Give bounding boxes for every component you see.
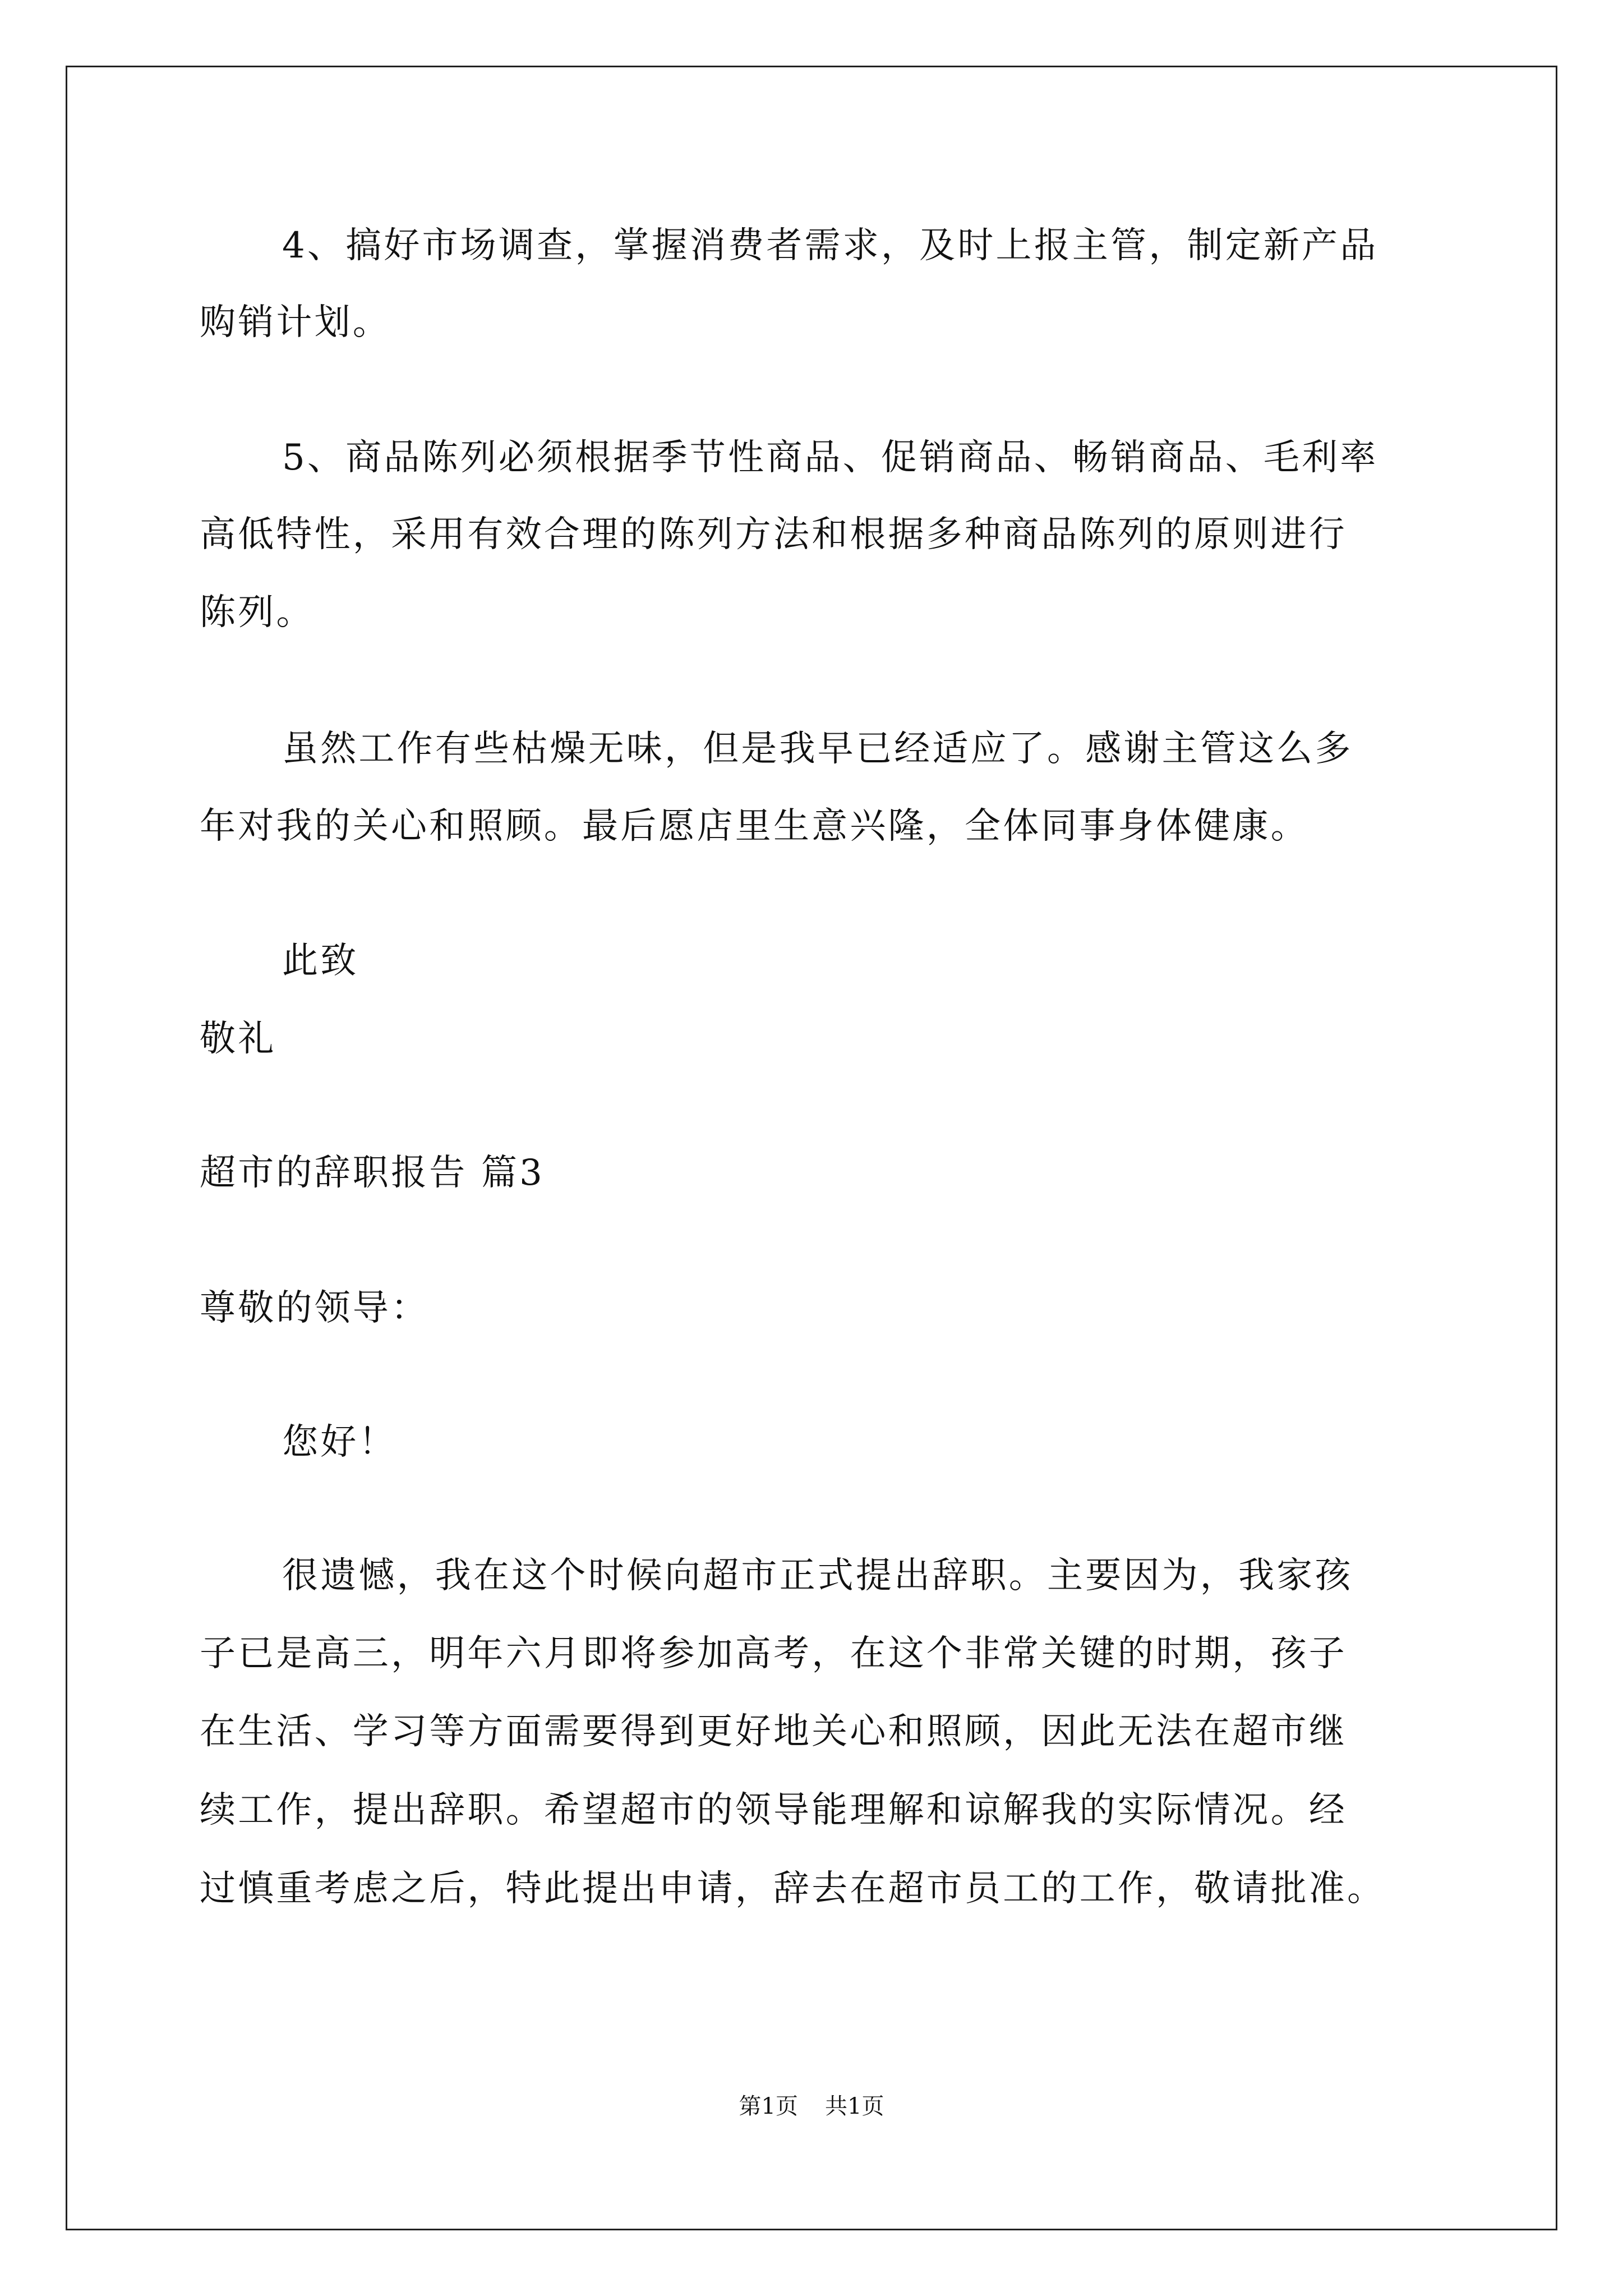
letter-body-line-2: 子已是高三，明年六月即将参加高考，在这个非常关键的时期，孩子 (200, 1633, 1347, 1674)
paragraph-item-5-line-1: 5、商品陈列必须根据季节性商品、促销商品、畅销商品、毛利率 (282, 437, 1378, 478)
letter-greeting: 您好！ (282, 1421, 397, 1463)
paragraph-item-4-line-1: 4、搞好市场调查，掌握消费者需求，及时上报主管，制定新产品 (282, 225, 1378, 266)
letter-addressee: 尊敬的领导： (200, 1287, 430, 1329)
paragraph-item-4-line-2: 购销计划。 (200, 302, 391, 343)
salutation-cizhi: 此致 (282, 940, 359, 982)
page-number-total: 共1页 (825, 2093, 884, 2119)
page-footer (0, 2092, 1623, 2120)
page-number-current: 第1页 (739, 2093, 798, 2119)
paragraph-item-5-line-3: 陈列。 (200, 592, 315, 633)
salutation-jingli: 敬礼 (200, 1018, 276, 1060)
letter-body-line-1: 很遗憾，我在这个时候向超市正式提出辞职。主要因为，我家孩 (282, 1555, 1353, 1596)
letter-body-line-5: 过慎重考虑之后，特此提出申请，辞去在超市员工的工作，敬请批准。 (200, 1868, 1386, 1910)
paragraph-item-5-line-2: 高低特性，采用有效合理的陈列方法和根据多种商品陈列的原则进行 (200, 514, 1347, 555)
closing-paragraph-line-2: 年对我的关心和照顾。最后愿店里生意兴隆，全体同事身体健康。 (200, 806, 1309, 847)
closing-paragraph-line-1: 虽然工作有些枯燥无味，但是我早已经适应了。感谢主管这么多 (282, 728, 1353, 770)
letter-body-line-3: 在生活、学习等方面需要得到更好地关心和照顾，因此无法在超市继 (200, 1711, 1347, 1752)
letter-body-line-4: 续工作，提出辞职。希望超市的领导能理解和谅解我的实际情况。经 (200, 1789, 1347, 1831)
section-title: 超市的辞职报告 篇3 (200, 1152, 545, 1194)
